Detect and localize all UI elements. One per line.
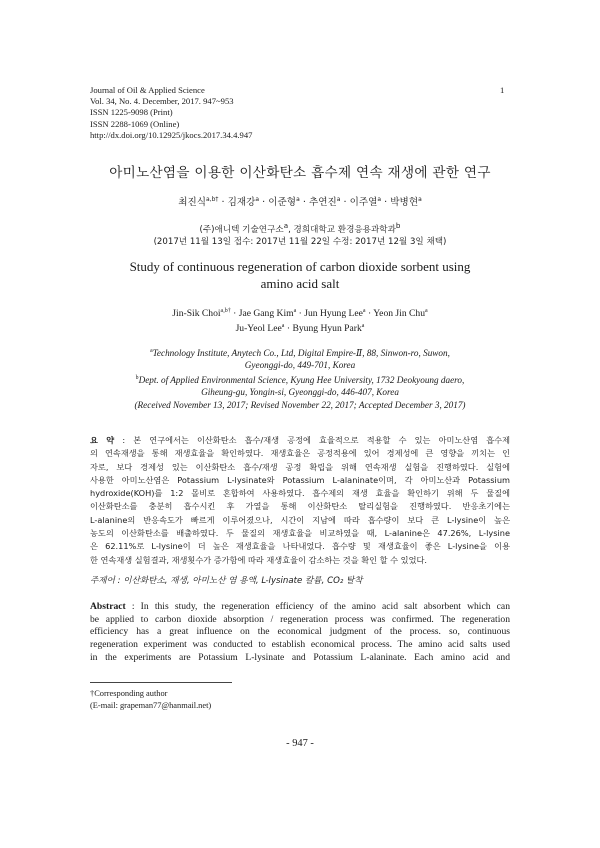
- journal-name: Journal of Oil & Applied Science: [90, 85, 205, 95]
- title-korean: 아미노산염을 이용한 이산화탄소 흡수제 연속 재생에 관한 연구: [109, 165, 491, 181]
- author-kr: 박병현: [390, 197, 419, 208]
- footnote-divider: [90, 682, 232, 683]
- dates-english: (Received November 13, 2017; Revised November 22, 2017; Accepted December 3, 2017): [134, 399, 466, 410]
- keywords-korean: 주제어 : 이산화탄소, 재생, 아미노산 염 용액, L-lysinate 칼륨, CO₂ 탈착: [90, 576, 363, 586]
- issn-print: ISSN 1225-9098 (Print): [90, 107, 173, 118]
- authors-korean: 최진식$^{a,b\dagger}$ · 김재강$^a$ · 이준형$^a$ · 추연진$^a$ · 이주열$^a$ · 박병현$^a$: [178, 195, 422, 208]
- page-number: - 947 -: [286, 738, 314, 749]
- author-kr: 추연진: [308, 197, 337, 208]
- header-page-number: 1: [500, 85, 505, 95]
- corresponding-email: (E-mail: grapeman77@hanmail.net): [90, 701, 212, 710]
- journal-header: [90, 85, 252, 141]
- abstract-english: Abstract : In this study, the regeneration efficiency of the amino acid salt absorbent which can be applied to carbon dioxide absorption / regeneration process was confirmed. The regeneration efficiency has a great influence on the economical judgment of the process. so, continuous regeneration experiment was conducted to establish economical process. The amino acid salts used in the experiments are Potassium L-lysinate and Potassium L-alaninate. Each amino acid and: [90, 601, 510, 663]
- doi-link[interactable]: http://dx.doi.org/10.12925/jkocs.2017.34.4.947: [90, 129, 253, 140]
- dates-korean: (2017년 11월 13일 접수: 2017년 11월 22일 수정: 2017년 12월 3일 채택): [153, 237, 447, 248]
- abstract-en-label: Abstract: [90, 601, 126, 612]
- authors-english: Jin-Sik Choi$^{a,b\dagger}$ · Jae Gang Kim$^a$ · Jun Hyung Lee$^a$ · Yeon Jin Chu$^a$ Ju-Yeol Lee$^a$ · Byung Hyun Park$^a$: [172, 308, 428, 335]
- title-english: Study of continuous regeneration of carbon dioxide sorbent using amino acid salt: [129, 259, 471, 291]
- issn-online: ISSN 2288-1069 (Online): [90, 118, 180, 129]
- abstract-korean: 요 약 : 본 연구에서는 이산화탄소 흡수/재생 공정에 효율적으로 적용할 수 있는 아미노산염 흡수제 의 연속재생을 통해 재생효율을 확인하였다. 재생효율은 공정적용에 있어 경제성에 큰 영향을 끼치는 인 자로, 보다 경제성 있는 이산화탄소 흡수/재생 공정 확립을 위해 연속재생 실험을 진행하였다. 실험에 사용한 아미노산염은 Potassium L-lysinate와 Potassium L-alaninate이며, 각 아미노산과 Potassium hydroxide(KOH)를 1:2 몰비로 혼합하여 사용하였다. 흡수제의 재생 효율을 확인하기 위해 두 물질에 이산화탄소를 충분히 흡수시킨 후 가열을 통해 이산화탄소 탈리실험을 진행하였다. 반응초기에는 L-alanine의 반응속도가 빠르게 이루어졌으나, 시간이 지남에 따라 흡수량이 보다 큰 L-lysine이 높은 농도의 이산화탄소를 배출하였다. 두 물질의 재생효율을 비교하였을 때, L-alanine은 47.26%, L-lysine 은 62.11%로 L-lysine이 더 높은 재생효율을 나타내었다. 흡수량 및 재생효율이 좋은 L-lysine을 이용 한 연속재생 실험결과, 재생횟수가 증가함에 따라 재생효율이 감소하는 것을 확인 할 수 있었다.: [90, 435, 510, 565]
- journal-volume: Vol. 34, No. 4. December, 2017. 947~953: [90, 96, 234, 107]
- author-kr: 이주열: [349, 197, 378, 208]
- author-kr: 김재강: [227, 197, 256, 208]
- author-kr: 이준형: [268, 197, 297, 208]
- author-kr: 최진식: [178, 197, 207, 208]
- footnote: †Corresponding author (E-mail: grapeman77@hanmail.net): [90, 689, 212, 710]
- affiliation-korean: (주)애니텍 기술연구소$^a$, 경희대학교 환경응용과학과$^b$ (2017년 11월 13일 접수: 2017년 11월 22일 수정: 2017년 12월 3일 채택): [0, 220, 600, 249]
- abstract-kr-label: 요 약: [90, 435, 115, 445]
- affiliation-english: $^a$Technology Institute, Anytech Co., Ltd, Digital Empire-Ⅱ, 88, Sinwon-ro, Suwon, Gyeonggi-do, 449-701, Korea $^b$Dept. of Applied Environmental Science, Kyung Hee University, 1732 Deokyoung daero, Giheung-gu, Yongin-si, Gyeonggi-do, 446-407, Korea (Received November 13, 2017; Revised November 22, 2017; Accepted December 3, 2017): [0, 345, 600, 411]
- dagger-mark: †: [90, 689, 95, 698]
